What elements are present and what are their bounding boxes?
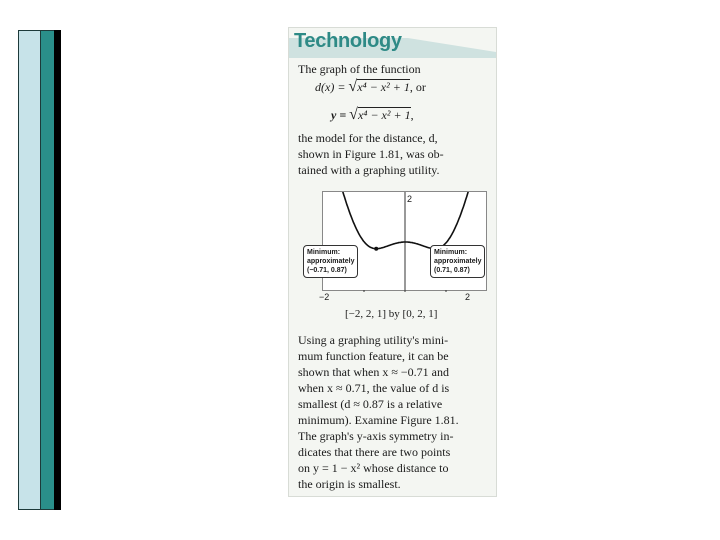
para1-line: the model for the distance, d, — [298, 131, 438, 145]
equation-y — [331, 106, 414, 124]
eq1-lhs: d(x) = — [315, 80, 349, 94]
callout-left-line: Minimum: — [307, 249, 341, 256]
para2-line: when x ≈ 0.71, the value of d is — [298, 381, 450, 395]
callout-left-line: (−0.71, 0.87) — [307, 267, 347, 274]
radical-icon: √ — [349, 106, 358, 123]
eq2-radicand: x⁴ − x² + 1 — [357, 108, 411, 122]
callout-right — [430, 245, 485, 278]
callout-left-line: approximately — [307, 258, 355, 265]
decor-bar-teal — [41, 30, 54, 510]
para2-line: shown that when x ≈ −0.71 and — [298, 365, 450, 379]
para2-line: The graph's y-axis symmetry in- — [298, 429, 454, 443]
eq2-tail: , — [410, 108, 414, 122]
para2 — [298, 332, 459, 492]
para1-line: shown in Figure 1.81, was ob- — [298, 147, 444, 161]
callout-left — [303, 245, 358, 278]
technology-title: Technology — [294, 30, 402, 52]
para1-line: tained with a graphing utility. — [298, 163, 440, 177]
para2-line: the origin is smallest. — [298, 477, 401, 491]
para2-line: mum function feature, it can be — [298, 349, 449, 363]
para2-line: on y = 1 − x² whose distance to — [298, 461, 449, 475]
para2-line: smallest (d ≈ 0.87 is a relative — [298, 397, 443, 411]
x-min-label: −2 — [319, 292, 330, 302]
para2-line: minimum). Examine Figure 1.81. — [298, 413, 459, 427]
y-max-label: 2 — [407, 194, 413, 204]
intro-text: The graph of the function — [298, 62, 421, 76]
para2-line: dicates that there are two points — [298, 445, 451, 459]
eq1-tail: , or — [409, 80, 426, 94]
technology-banner — [289, 28, 496, 58]
para2-line: Using a graphing utility's mini- — [298, 333, 449, 347]
eq2-lhs: y = — [331, 108, 350, 122]
figure-graph — [307, 191, 487, 291]
callout-right-line: Minimum: — [434, 249, 468, 256]
equation-d-of-x — [315, 78, 426, 96]
decor-bar-light — [18, 30, 41, 510]
viewing-window: [−2, 2, 1] by [0, 2, 1] — [345, 308, 438, 320]
technology-panel — [288, 27, 497, 497]
eq1-radicand: x⁴ − x² + 1 — [357, 80, 410, 94]
callout-right-line: (0.71, 0.87) — [434, 267, 470, 274]
radical-icon: √ — [348, 78, 358, 95]
callout-right-line: approximately — [434, 258, 482, 265]
decor-bar-black — [54, 30, 61, 510]
minimum-point-left — [374, 247, 378, 251]
x-max-label: 2 — [465, 292, 471, 302]
